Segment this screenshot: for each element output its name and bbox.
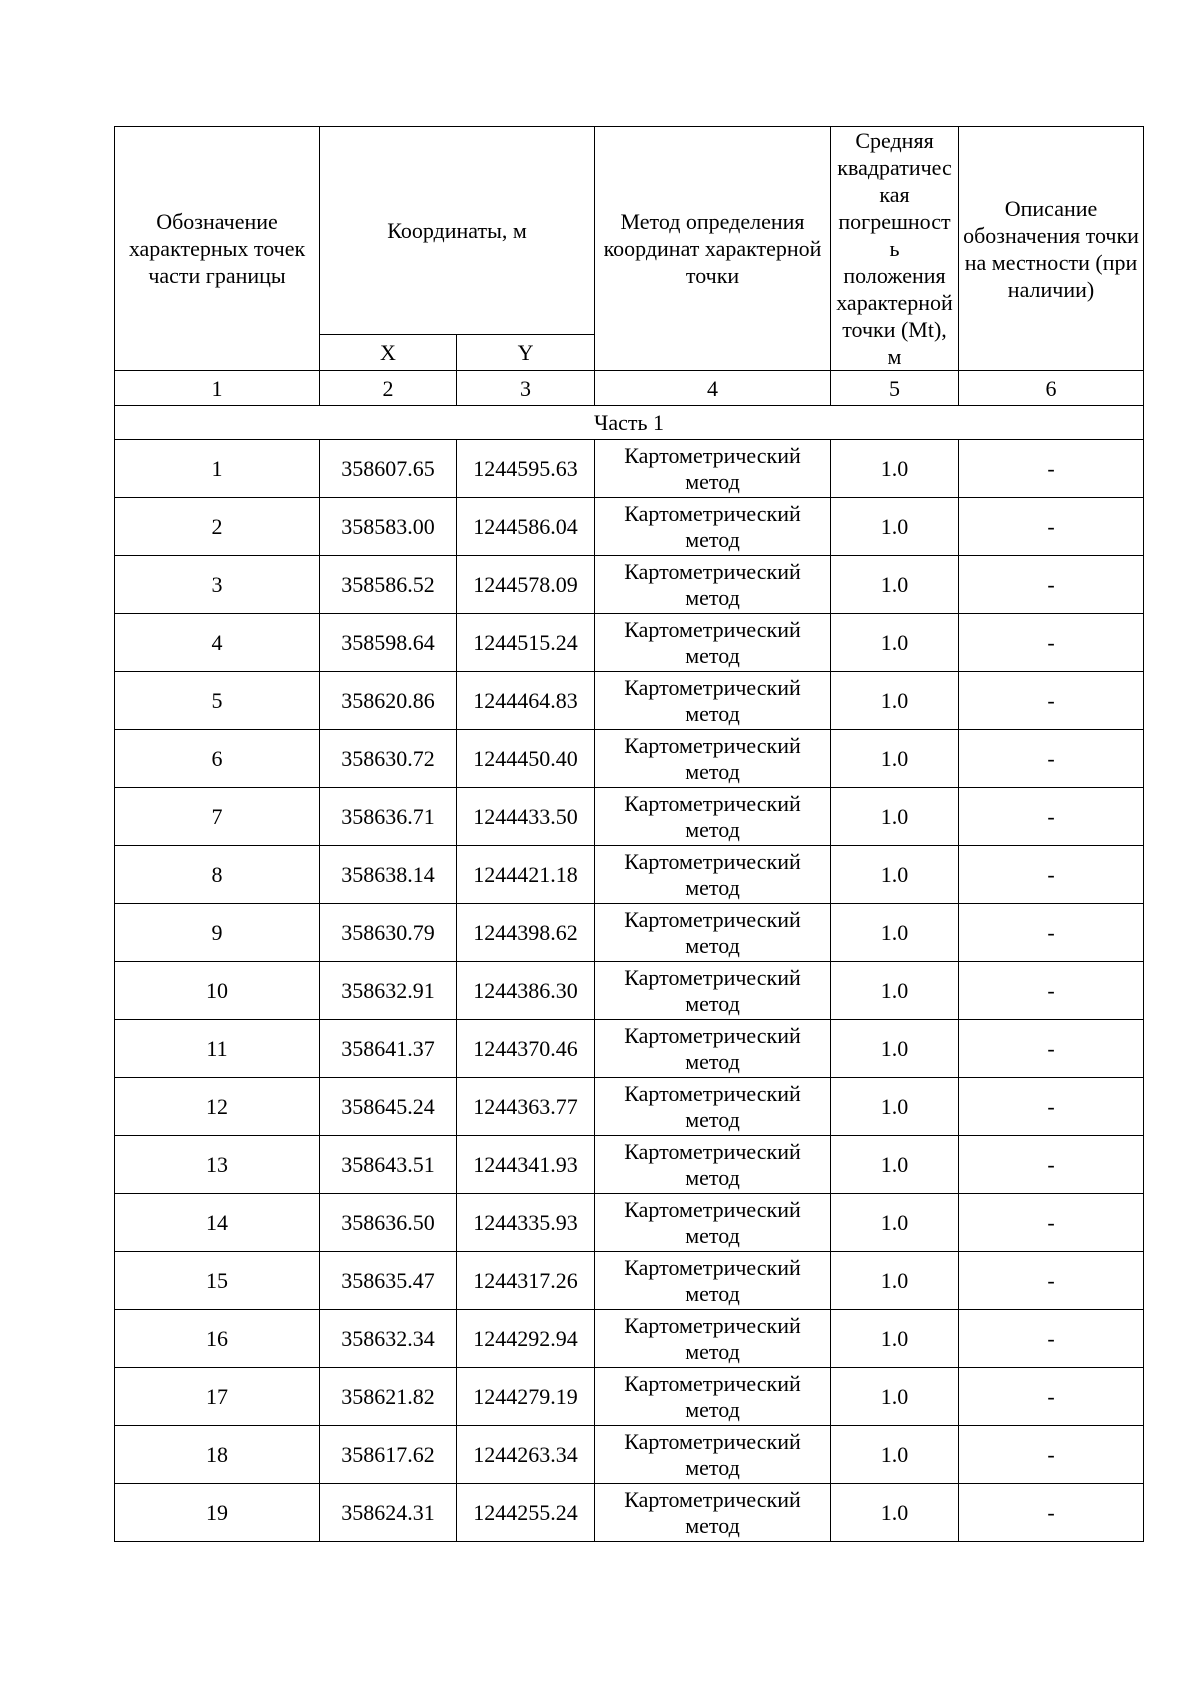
- header-description: Описание обозначения точки на местности (при наличии): [959, 127, 1144, 371]
- coordinate-y-cell: 1244341.93: [457, 1136, 595, 1194]
- point-number-cell: 4: [115, 614, 320, 672]
- mean-square-error-cell: 1.0: [831, 904, 959, 962]
- table-row: [115, 730, 1144, 788]
- coordinate-x-cell: 358635.47: [320, 1252, 457, 1310]
- coordinate-x-cell: 358583.00: [320, 498, 457, 556]
- description-cell: -: [959, 1194, 1144, 1252]
- mean-square-error-cell: 1.0: [831, 788, 959, 846]
- coordinate-y-cell: 1244335.93: [457, 1194, 595, 1252]
- description-cell: -: [959, 614, 1144, 672]
- point-number-cell: 17: [115, 1368, 320, 1426]
- description-cell: -: [959, 904, 1144, 962]
- part-row: [115, 406, 1144, 440]
- method-cell: Картометрический метод: [595, 614, 831, 672]
- point-number-cell: 7: [115, 788, 320, 846]
- boundary-points-table: [114, 126, 1144, 1542]
- mean-square-error-cell: 1.0: [831, 962, 959, 1020]
- table-row: [115, 962, 1144, 1020]
- coordinate-x-cell: 358645.24: [320, 1078, 457, 1136]
- mean-square-error-cell: 1.0: [831, 672, 959, 730]
- coordinate-x-cell: 358632.34: [320, 1310, 457, 1368]
- method-cell: Картометрический метод: [595, 1252, 831, 1310]
- point-number-cell: 3: [115, 556, 320, 614]
- description-cell: -: [959, 1426, 1144, 1484]
- coordinate-x-cell: 358643.51: [320, 1136, 457, 1194]
- method-cell: Картометрический метод: [595, 1020, 831, 1078]
- point-number-cell: 11: [115, 1020, 320, 1078]
- description-cell: -: [959, 440, 1144, 498]
- header-mean-square-error-line: м: [887, 344, 902, 369]
- table-row: [115, 614, 1144, 672]
- coordinate-x-cell: 358630.79: [320, 904, 457, 962]
- method-cell: Картометрический метод: [595, 498, 831, 556]
- point-number-cell: 5: [115, 672, 320, 730]
- method-cell: Картометрический метод: [595, 556, 831, 614]
- coordinate-y-cell: 1244263.34: [457, 1426, 595, 1484]
- point-number-cell: 18: [115, 1426, 320, 1484]
- method-cell: Картометрический метод: [595, 846, 831, 904]
- mean-square-error-cell: 1.0: [831, 440, 959, 498]
- header-y: Y: [457, 335, 595, 371]
- mean-square-error-cell: 1.0: [831, 1484, 959, 1542]
- part-label: Часть 1: [115, 406, 1144, 440]
- point-number-cell: 13: [115, 1136, 320, 1194]
- coordinate-x-cell: 358630.72: [320, 730, 457, 788]
- mean-square-error-cell: 1.0: [831, 1310, 959, 1368]
- point-number-cell: 19: [115, 1484, 320, 1542]
- description-cell: -: [959, 962, 1144, 1020]
- mean-square-error-cell: 1.0: [831, 1136, 959, 1194]
- header-mean-square-error: [831, 127, 959, 371]
- coordinate-x-cell: 358624.31: [320, 1484, 457, 1542]
- mean-square-error-cell: 1.0: [831, 614, 959, 672]
- coordinate-y-cell: 1244279.19: [457, 1368, 595, 1426]
- point-number-cell: 10: [115, 962, 320, 1020]
- mean-square-error-cell: 1.0: [831, 730, 959, 788]
- coordinate-x-cell: 358641.37: [320, 1020, 457, 1078]
- header-coordinates: Координаты, м: [320, 127, 595, 335]
- header-mean-square-error-line: Средняя: [855, 128, 934, 153]
- column-number: 1: [115, 371, 320, 406]
- method-cell: Картометрический метод: [595, 1136, 831, 1194]
- method-cell: Картометрический метод: [595, 1194, 831, 1252]
- description-cell: -: [959, 1020, 1144, 1078]
- header-mean-square-error-line: ь: [889, 236, 900, 261]
- coordinate-x-cell: 358636.50: [320, 1194, 457, 1252]
- coordinate-y-cell: 1244464.83: [457, 672, 595, 730]
- table-row: [115, 1368, 1144, 1426]
- coordinate-y-cell: 1244433.50: [457, 788, 595, 846]
- mean-square-error-cell: 1.0: [831, 556, 959, 614]
- point-number-cell: 14: [115, 1194, 320, 1252]
- method-cell: Картометрический метод: [595, 1484, 831, 1542]
- header-mean-square-error-lines: [833, 127, 956, 370]
- header-mean-square-error-line: точки (Mt),: [842, 317, 947, 342]
- column-number: 3: [457, 371, 595, 406]
- description-cell: -: [959, 1078, 1144, 1136]
- mean-square-error-cell: 1.0: [831, 498, 959, 556]
- description-cell: -: [959, 1136, 1144, 1194]
- method-cell: Картометрический метод: [595, 904, 831, 962]
- point-number-cell: 6: [115, 730, 320, 788]
- coordinate-y-cell: 1244363.77: [457, 1078, 595, 1136]
- column-number-row: [115, 371, 1144, 406]
- coordinate-x-cell: 358586.52: [320, 556, 457, 614]
- mean-square-error-cell: 1.0: [831, 1368, 959, 1426]
- method-cell: Картометрический метод: [595, 1368, 831, 1426]
- description-cell: -: [959, 1252, 1144, 1310]
- table-row: [115, 1484, 1144, 1542]
- coordinate-x-cell: 358598.64: [320, 614, 457, 672]
- column-number: 4: [595, 371, 831, 406]
- mean-square-error-cell: 1.0: [831, 1426, 959, 1484]
- header-mean-square-error-line: квадратичес: [837, 155, 952, 180]
- coordinate-x-cell: 358607.65: [320, 440, 457, 498]
- column-number: 6: [959, 371, 1144, 406]
- method-cell: Картометрический метод: [595, 672, 831, 730]
- coordinate-y-cell: 1244515.24: [457, 614, 595, 672]
- table-row: [115, 1078, 1144, 1136]
- description-cell: -: [959, 498, 1144, 556]
- description-cell: -: [959, 1310, 1144, 1368]
- table-row: [115, 440, 1144, 498]
- column-number: 5: [831, 371, 959, 406]
- point-number-cell: 16: [115, 1310, 320, 1368]
- table-row: [115, 1252, 1144, 1310]
- table-row: [115, 788, 1144, 846]
- point-number-cell: 2: [115, 498, 320, 556]
- description-cell: -: [959, 846, 1144, 904]
- coordinate-x-cell: 358620.86: [320, 672, 457, 730]
- table-row: [115, 1194, 1144, 1252]
- description-cell: -: [959, 672, 1144, 730]
- method-cell: Картометрический метод: [595, 730, 831, 788]
- table-row: [115, 1136, 1144, 1194]
- method-cell: Картометрический метод: [595, 440, 831, 498]
- header-x: X: [320, 335, 457, 371]
- coordinate-y-cell: 1244386.30: [457, 962, 595, 1020]
- point-number-cell: 9: [115, 904, 320, 962]
- coordinate-y-cell: 1244370.46: [457, 1020, 595, 1078]
- point-number-cell: 15: [115, 1252, 320, 1310]
- coordinate-y-cell: 1244586.04: [457, 498, 595, 556]
- column-number: 2: [320, 371, 457, 406]
- table-row: [115, 1310, 1144, 1368]
- header-mean-square-error-line: характерной: [836, 290, 953, 315]
- method-cell: Картометрический метод: [595, 962, 831, 1020]
- header-mean-square-error-line: положения: [843, 263, 946, 288]
- mean-square-error-cell: 1.0: [831, 1078, 959, 1136]
- coordinate-y-cell: 1244317.26: [457, 1252, 595, 1310]
- coordinate-y-cell: 1244398.62: [457, 904, 595, 962]
- table-row: [115, 846, 1144, 904]
- description-cell: -: [959, 1484, 1144, 1542]
- mean-square-error-cell: 1.0: [831, 1252, 959, 1310]
- description-cell: -: [959, 788, 1144, 846]
- mean-square-error-cell: 1.0: [831, 846, 959, 904]
- header-point-designation: Обозначение характерных точек части границы: [115, 127, 320, 371]
- table-row: [115, 904, 1144, 962]
- table-row: [115, 1020, 1144, 1078]
- description-cell: -: [959, 556, 1144, 614]
- coordinate-x-cell: 358621.82: [320, 1368, 457, 1426]
- coordinate-y-cell: 1244450.40: [457, 730, 595, 788]
- coordinate-x-cell: 358632.91: [320, 962, 457, 1020]
- coordinate-x-cell: 358636.71: [320, 788, 457, 846]
- method-cell: Картометрический метод: [595, 1078, 831, 1136]
- description-cell: -: [959, 1368, 1144, 1426]
- table-row: [115, 556, 1144, 614]
- table-row: [115, 1426, 1144, 1484]
- header-row: [115, 127, 1144, 335]
- header-mean-square-error-line: погрешност: [838, 209, 951, 234]
- coordinate-y-cell: 1244421.18: [457, 846, 595, 904]
- coordinate-y-cell: 1244255.24: [457, 1484, 595, 1542]
- description-cell: -: [959, 730, 1144, 788]
- method-cell: Картометрический метод: [595, 1426, 831, 1484]
- point-number-cell: 8: [115, 846, 320, 904]
- coordinate-x-cell: 358638.14: [320, 846, 457, 904]
- coordinate-y-cell: 1244292.94: [457, 1310, 595, 1368]
- coordinate-y-cell: 1244578.09: [457, 556, 595, 614]
- mean-square-error-cell: 1.0: [831, 1194, 959, 1252]
- table-row: [115, 672, 1144, 730]
- table-row: [115, 498, 1144, 556]
- coordinate-y-cell: 1244595.63: [457, 440, 595, 498]
- point-number-cell: 1: [115, 440, 320, 498]
- header-mean-square-error-line: кая: [879, 182, 910, 207]
- method-cell: Картометрический метод: [595, 1310, 831, 1368]
- coordinate-x-cell: 358617.62: [320, 1426, 457, 1484]
- mean-square-error-cell: 1.0: [831, 1020, 959, 1078]
- point-number-cell: 12: [115, 1078, 320, 1136]
- method-cell: Картометрический метод: [595, 788, 831, 846]
- header-method: Метод определения координат характерной точки: [595, 127, 831, 371]
